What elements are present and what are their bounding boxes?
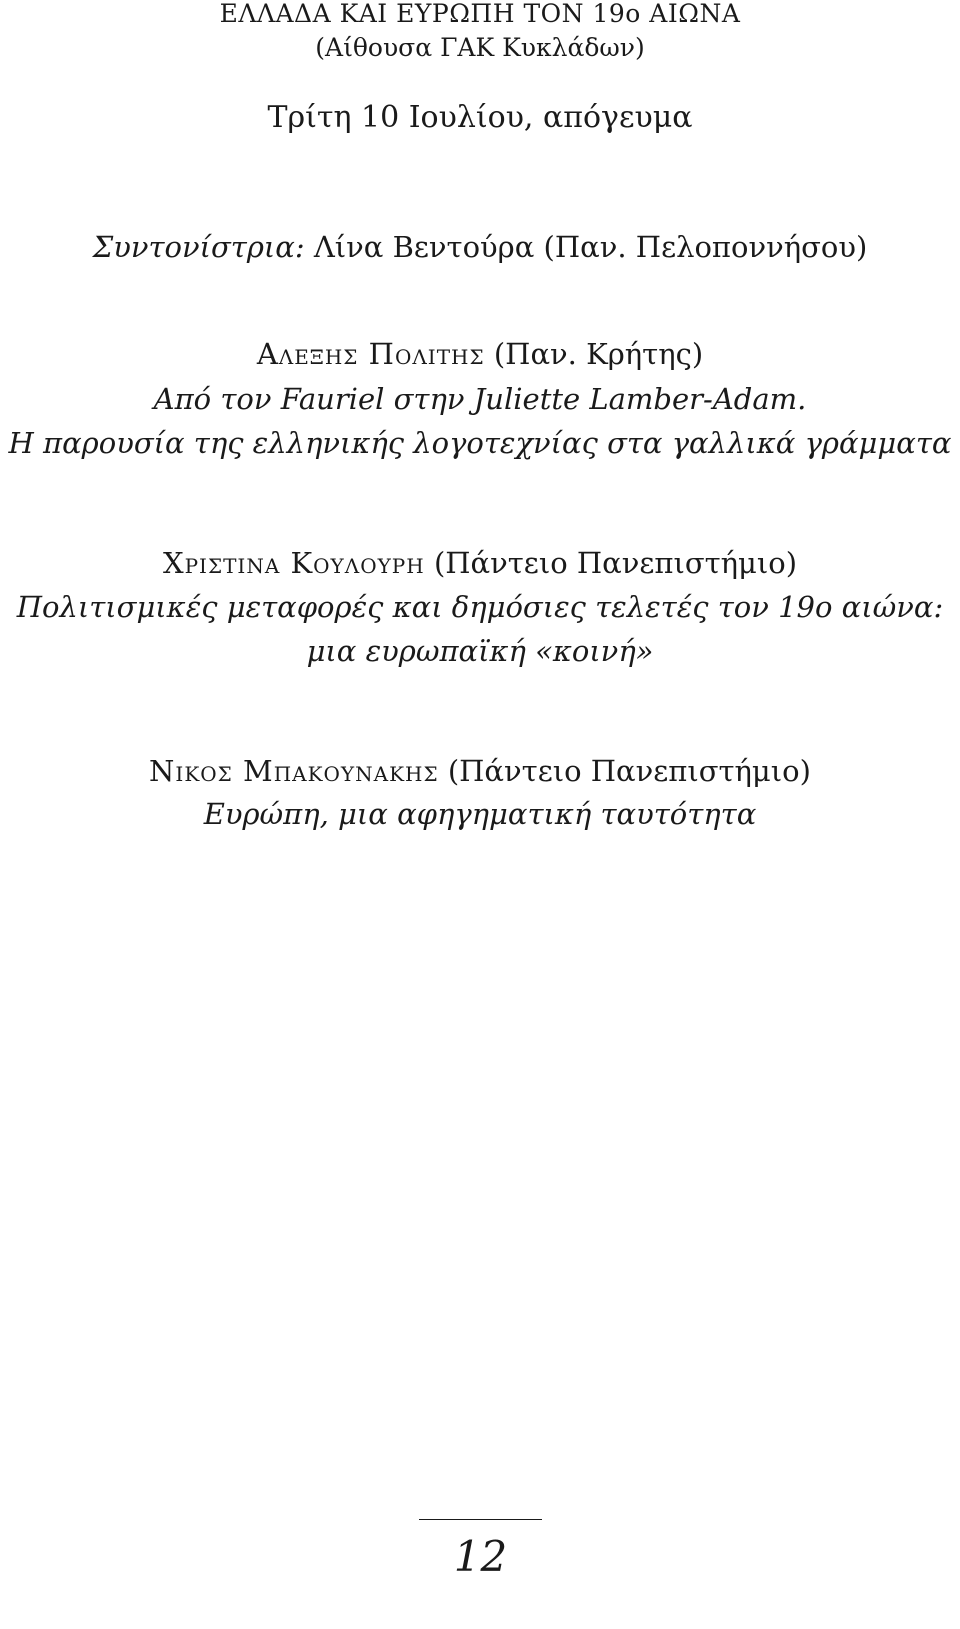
footer-rule	[419, 1519, 542, 1520]
page-number: 12	[453, 1532, 508, 1581]
talk-2-speaker: Χριστινα Κουλουρη	[162, 546, 425, 580]
talk-3-title-line-1: Ευρώπη, μια αφηγηματική ταυτότητα	[203, 797, 757, 831]
talk-3-speaker: Νικος Μπακουνακης	[149, 754, 439, 788]
talk-3-affiliation: (Πάντειο Πανεπιστήμιο)	[447, 754, 811, 788]
chair-name: Λίνα Βεντούρα (Παν. Πελοποννήσου)	[313, 230, 868, 264]
chair-label: Συντονίστρια:	[92, 230, 305, 264]
section-header: ΕΛΛΑΔΑ ΚΑΙ ΕΥΡΩΠΗ ΤΟΝ 19ο ΑΙΩΝΑ	[219, 0, 741, 28]
talk-1-affiliation: (Παν. Κρήτης)	[493, 337, 704, 371]
talk-1-speaker-line	[0, 337, 960, 371]
talk-1-title-line-1: Από τον Fauriel στην Juliette Lamber-Adam.	[153, 382, 807, 416]
talk-2-affiliation: (Πάντειο Πανεπιστήμιο)	[433, 546, 798, 580]
talk-2-title-line-2: μια ευρωπαϊκή «κοινή»	[306, 634, 654, 668]
venue-line: (Αίθουσα ΓΑΚ Κυκλάδων)	[315, 33, 645, 62]
talk-2-speaker-line	[0, 546, 960, 580]
talk-2-title-line-1: Πολιτισμικές μεταφορές και δημόσιες τελετές τον 19ο αιώνα:	[16, 590, 944, 624]
talk-1-speaker: Αλεξης Πολιτης	[256, 337, 485, 371]
talk-3-speaker-line	[0, 754, 960, 788]
talk-1-title-line-2: Η παρουσία της ελληνικής λογοτεχνίας στα γαλλικά γράμματα	[8, 426, 952, 460]
session-date: Τρίτη 10 Ιουλίου, απόγευμα	[267, 100, 693, 135]
session-chair	[0, 230, 960, 264]
